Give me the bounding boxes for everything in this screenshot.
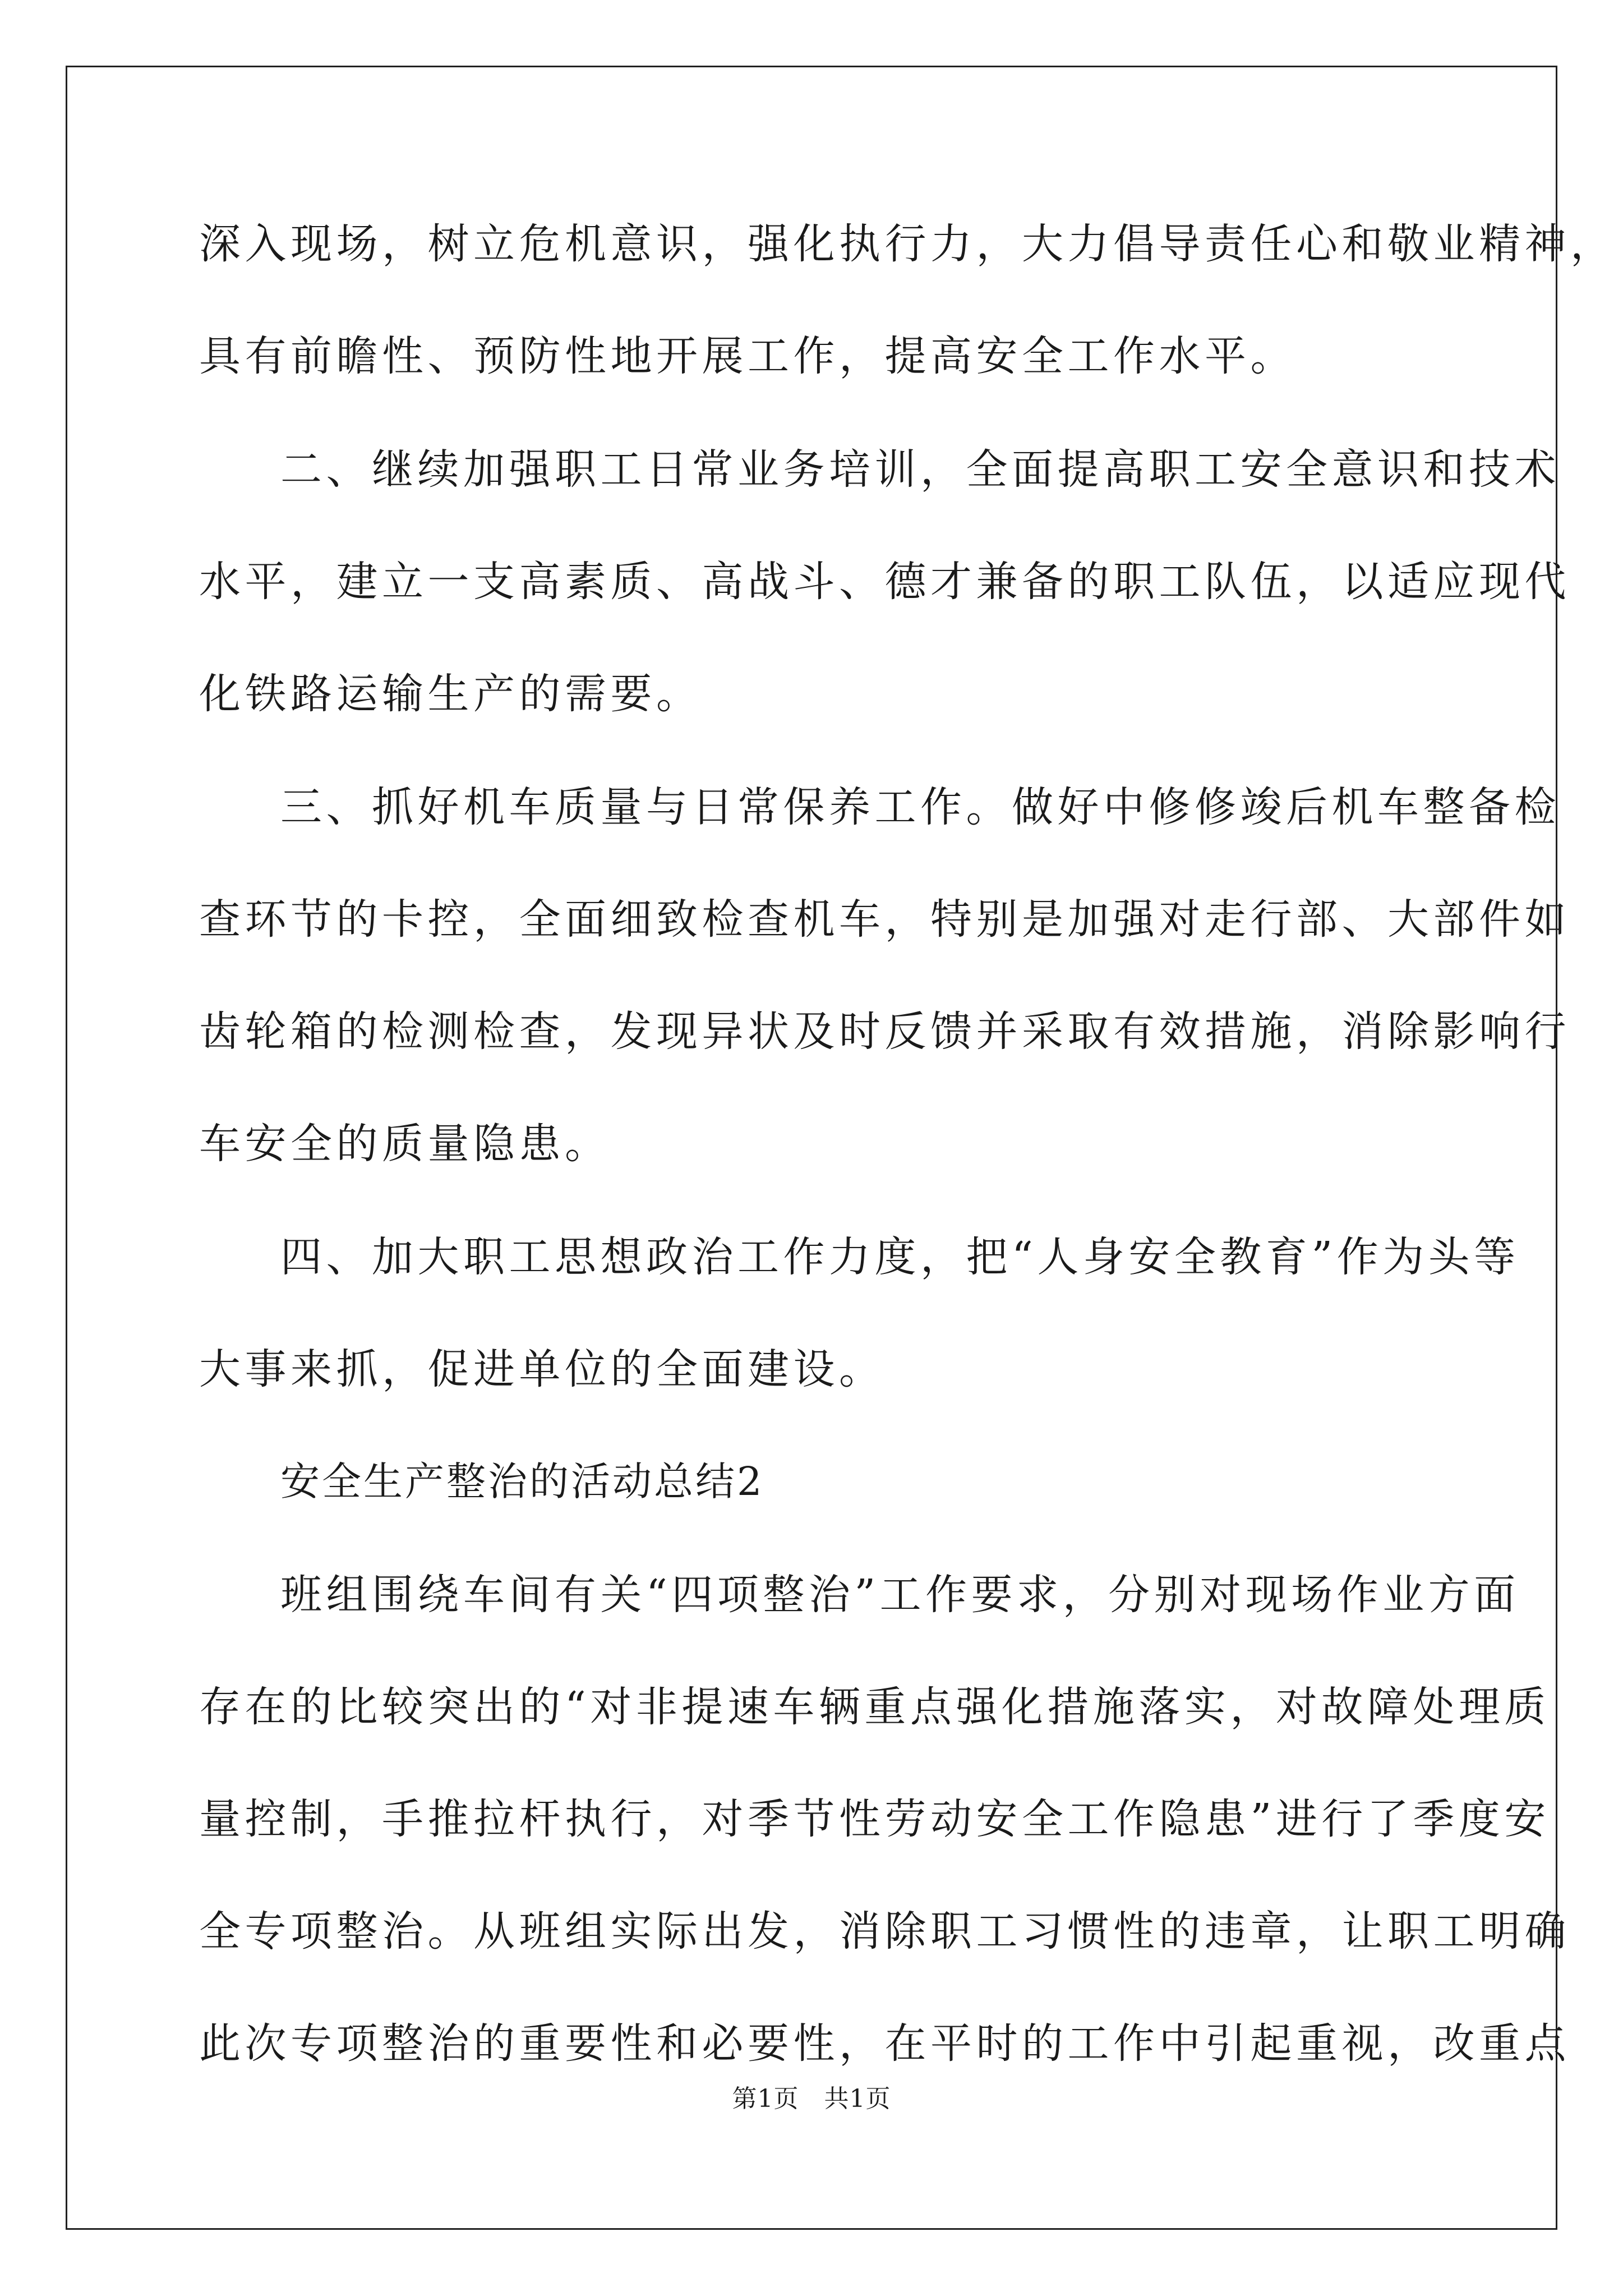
text-line: 化铁路运输生产的需要。	[199, 670, 702, 718]
text-line: 存在的比较突出的“对非提速车辆重点强化措施落实，对故障处理质	[199, 1683, 1550, 1731]
section-heading: 安全生产整治的活动总结2	[280, 1458, 764, 1504]
text-line: 此次专项整治的重要性和必要性，在平时的工作中引起重视，改重点	[199, 2019, 1570, 2068]
paragraph-start-line: 四、加大职工思想政治工作力度，把“人身安全教育”作为头等	[280, 1233, 1520, 1281]
text-line: 具有前瞻性、预防性地开展工作，提高安全工作水平。	[199, 332, 1296, 380]
text-line: 量控制，手推拉杆执行，对季节性劳动安全工作隐患”进行了季度安	[199, 1795, 1550, 1843]
paragraph-start-line: 班组围绕车间有关“四项整治”工作要求，分别对现场作业方面	[280, 1571, 1520, 1619]
text-line: 水平，建立一支高素质、高战斗、德才兼备的职工队伍，以适应现代	[199, 558, 1570, 606]
text-line: 齿轮箱的检测检查，发现异状及时反馈并采取有效措施，消除影响行	[199, 1007, 1570, 1056]
page-footer: 第1页 共1页	[732, 2085, 891, 2113]
text-line: 查环节的卡控，全面细致检查机车，特别是加强对走行部、大部件如	[199, 895, 1570, 944]
text-line: 大事来抓，促进单位的全面建设。	[199, 1345, 885, 1393]
text-line: 车安全的质量隐患。	[199, 1120, 611, 1168]
paragraph-start-line: 二、继续加强职工日常业务培训，全面提高职工安全意识和技术	[280, 445, 1560, 494]
paragraph-start-line: 三、抓好机车质量与日常保养工作。做好中修修竣后机车整备检	[280, 783, 1560, 831]
text-line: 深入现场，树立危机意识，强化执行力，大力倡导责任心和敬业精神，	[199, 220, 1616, 268]
text-line: 全专项整治。从班组实际出发，消除职工习惯性的违章，让职工明确	[199, 1907, 1570, 1955]
